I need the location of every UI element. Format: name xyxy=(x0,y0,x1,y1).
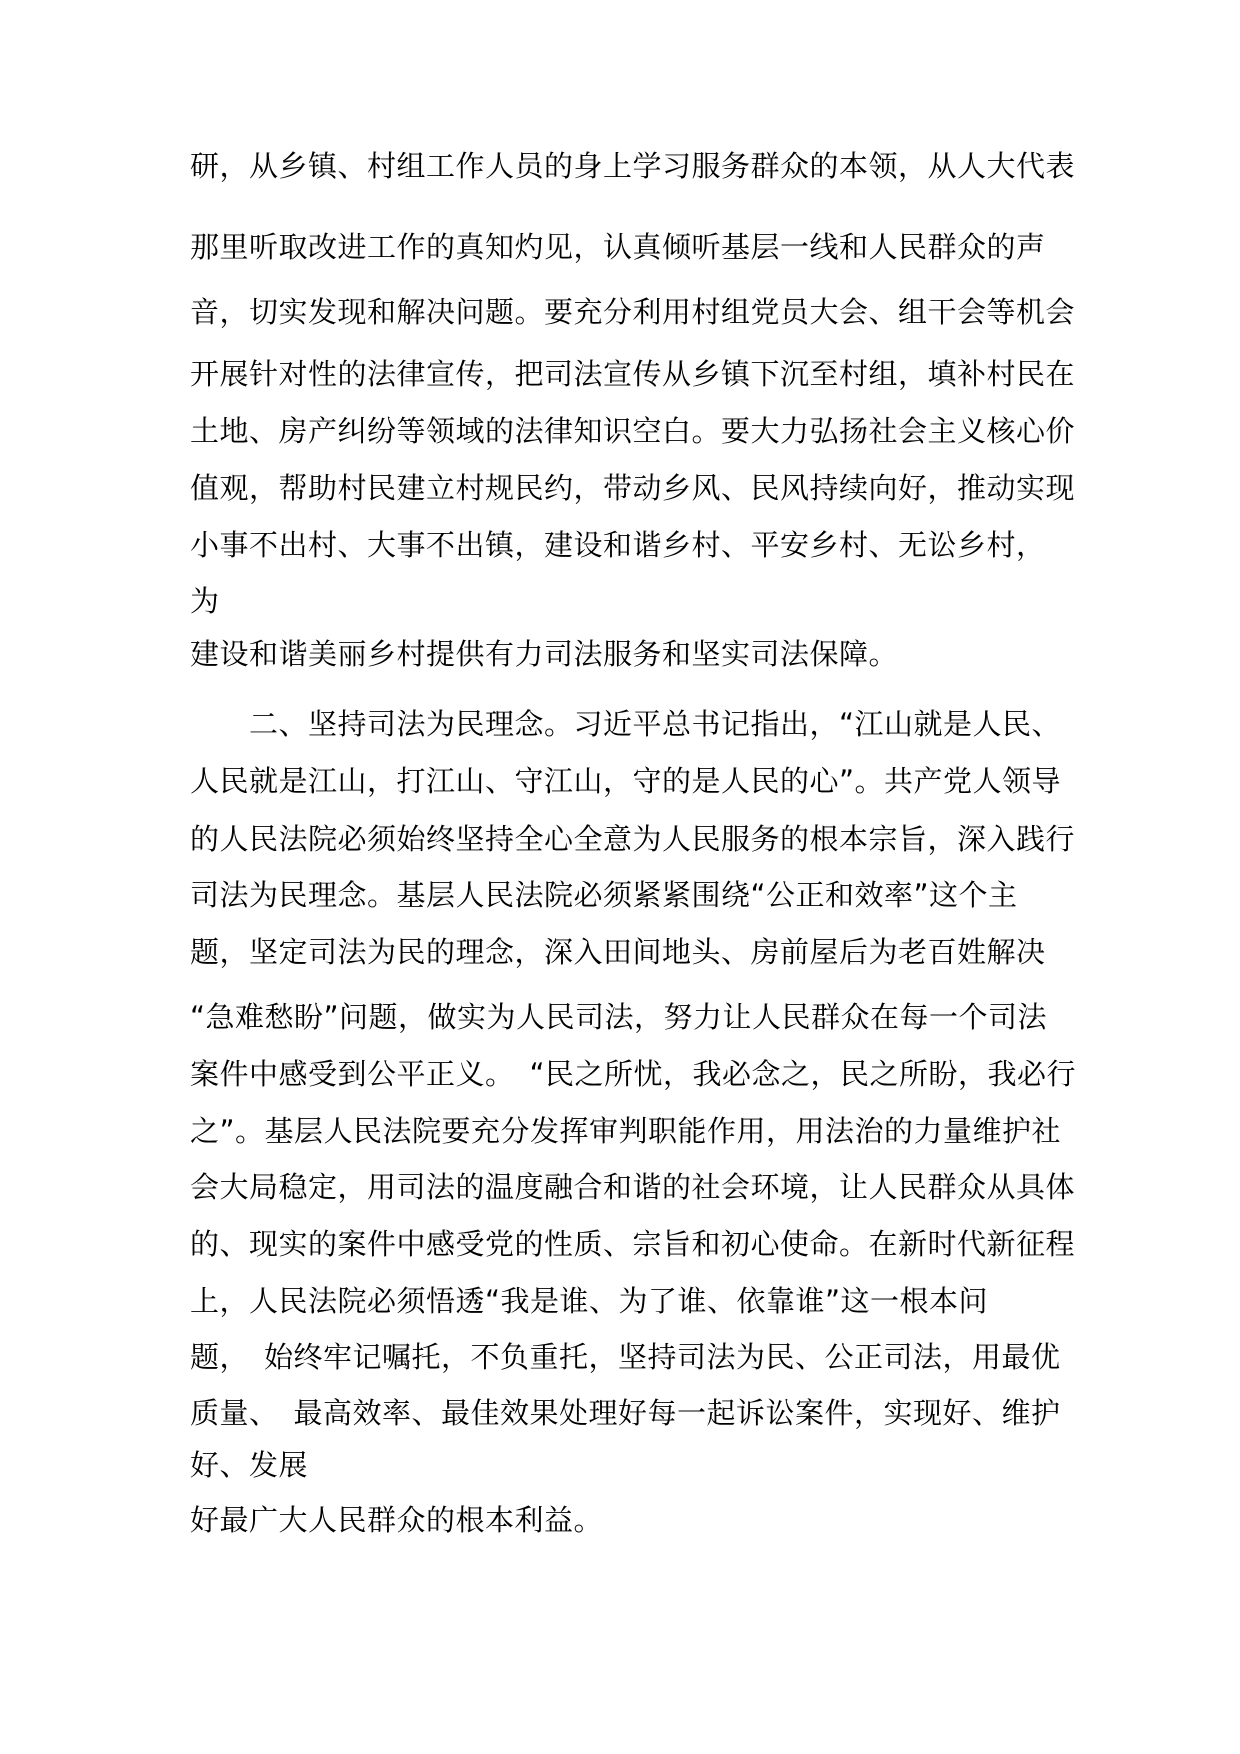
text-line: 好最广大人民群众的根本利益。 xyxy=(190,1503,604,1537)
text-line: 音，切实发现和解决问题。要充分利用村组党员大会、组干会等机会 xyxy=(190,295,1076,329)
text-line: 案件中感受到公平正义。 “民之所忧，我必念之，民之所盼，我必行 xyxy=(190,1057,1077,1091)
text-line: 建设和谐美丽乡村提供有力司法服务和坚实司法保障。 xyxy=(190,637,899,671)
text-line: 的、现实的案件中感受党的性质、宗旨和初心使命。在新时代新征程 xyxy=(190,1227,1076,1261)
text-line: 研，从乡镇、村组工作人员的身上学习服务群众的本领，从人大代表 xyxy=(190,149,1076,183)
text-line: 的人民法院必须始终坚持全心全意为人民服务的根本宗旨，深入践行 xyxy=(190,822,1076,856)
text-line: 值观，帮助村民建立村规民约，带动乡风、民风持续向好，推动实现 xyxy=(190,471,1076,505)
text-line: 会大局稳定，用司法的温度融合和谐的社会环境，让人民群众从具体 xyxy=(190,1170,1076,1204)
text-line: 上，人民法院必须悟透“我是谁、为了谁、依靠谁”这一根本问 xyxy=(190,1284,989,1318)
text-line: “急难愁盼”问题，做实为人民司法，努力让人民群众在每一个司法 xyxy=(190,1000,1048,1034)
text-line: 为 xyxy=(190,584,220,618)
text-line: 土地、房产纠纷等领域的法律知识空白。要大力弘扬社会主义核心价 xyxy=(190,414,1076,448)
text-line: 二、坚持司法为民理念。习近平总书记指出，“江山就是人民、 xyxy=(190,707,1062,741)
text-line: 题， 始终牢记嘱托，不负重托，坚持司法为民、公正司法，用最优 xyxy=(190,1340,1061,1374)
text-line: 好、发展 xyxy=(190,1448,309,1482)
text-line: 司法为民理念。基层人民法院必须紧紧围绕“公正和效率”这个主 xyxy=(190,878,1018,912)
text-line: 人民就是江山，打江山、守江山，守的是人民的心”。共产党人领导 xyxy=(190,764,1062,798)
text-line: 之”。基层人民法院要充分发挥审判职能作用，用法治的力量维护社 xyxy=(190,1114,1062,1148)
text-line: 那里听取改进工作的真知灼见，认真倾听基层一线和人民群众的声 xyxy=(190,230,1046,264)
text-line: 小事不出村、大事不出镇，建设和谐乡村、平安乡村、无讼乡村， xyxy=(190,528,1046,562)
text-line: 题，坚定司法为民的理念，深入田间地头、房前屋后为老百姓解决 xyxy=(190,935,1046,969)
text-line: 质量、 最高效率、最佳效果处理好每一起诉讼案件，实现好、维护 xyxy=(190,1396,1061,1430)
text-line: 开展针对性的法律宣传，把司法宣传从乡镇下沉至村组，填补村民在 xyxy=(190,357,1076,391)
